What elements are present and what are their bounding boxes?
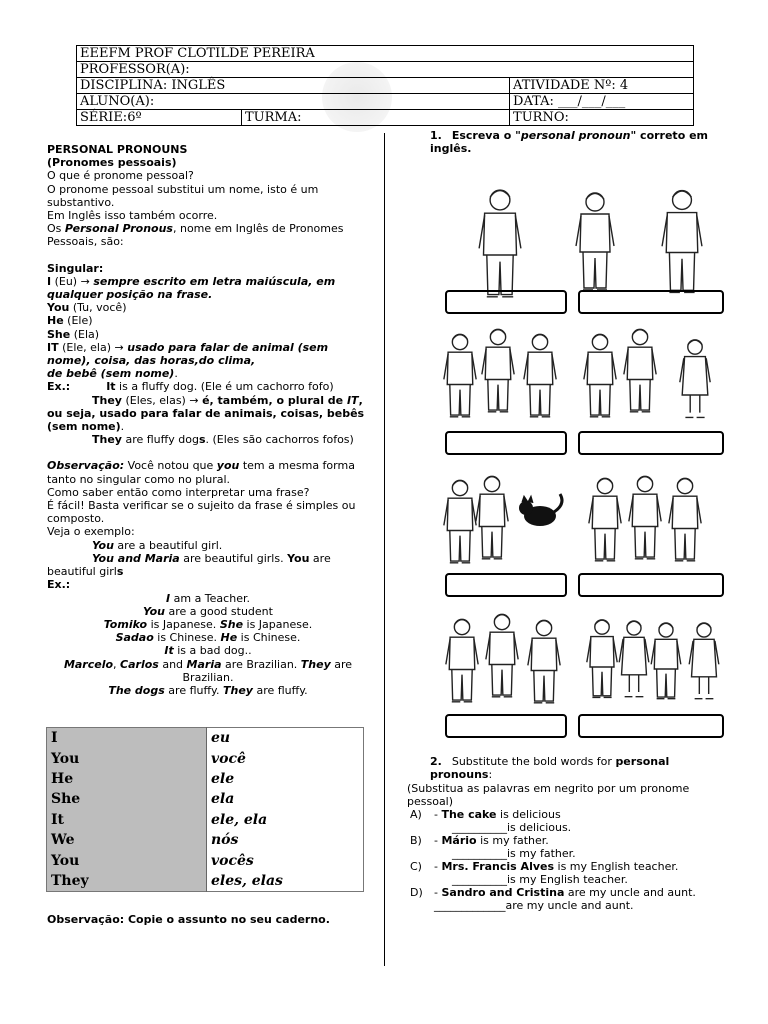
list-item: D) - Sandro and Cristina are my uncle and aunt. [410, 886, 696, 899]
person-icon [444, 334, 476, 416]
example-sentence-3: Tomiko is Japanese. She is Japanese. [103, 617, 313, 631]
observation-1: Observação: Você notou que you tem a mesma forma tanto no singular como no plural. [47, 459, 355, 486]
person-icon [587, 620, 617, 698]
exercise-2-items [410, 808, 730, 912]
table-row: We nós [47, 830, 364, 850]
person-icon [680, 340, 710, 418]
example-it: Ex.: It is a fluffy dog. (Ele é um cachorro fofo) [47, 380, 334, 394]
person-icon [669, 478, 701, 560]
copy-note: Observação: Copie o assunto no seu caderno. [47, 913, 330, 926]
pronoun-i-line: I (Eu) → sempre escrito em letra maiúscula, em qualquer posição na frase. [47, 274, 336, 302]
definition-1: O pronome pessoal substitui um nome, isto é um substantivo. [47, 182, 319, 209]
list-item: A) - The cake is delicious [410, 808, 561, 821]
pronoun-it-line: IT (Ele, ela) → usado para falar de animal (sem nome), coisa, das horas,do clima, de bebê (sem nome). [47, 340, 329, 381]
school-name: EEEFM PROF CLOTILDE PEREIRA [77, 46, 694, 62]
person-icon [589, 478, 621, 560]
definition-3: Os Personal Pronous, nome em Inglês de Pronomes Pessoais, são: [47, 222, 344, 249]
definition-2: Em Inglês isso também ocorre. [47, 209, 218, 223]
person-icon [651, 623, 681, 699]
lesson-title: PERSONAL PRONOUNS [47, 143, 188, 156]
example-sentence-4: Sadao is Chinese. He is Chinese. [115, 631, 301, 645]
exercise-illustrations [440, 172, 732, 742]
turma-field: TURMA: [242, 110, 510, 126]
table-row: It ele, ela [47, 810, 364, 830]
data-field: DATA: ___/___/___ [510, 94, 694, 110]
answer-box-7[interactable] [445, 714, 567, 738]
person-icon [476, 476, 508, 558]
answer-box-8[interactable] [578, 714, 724, 738]
example-plural-you: You and Maria are beautiful girls. You are beautiful girls [47, 551, 331, 579]
answer-box-3[interactable] [445, 431, 567, 455]
example-singular-you: You are a beautiful girl. [92, 538, 223, 552]
table-row: I eu [47, 728, 364, 749]
person-icon [576, 193, 614, 290]
observation-3: É fácil! Basta verificar se o sujeito da frase é simples ou composto. [47, 499, 356, 526]
example-sentence-5: It is a bad dog.. [164, 644, 252, 658]
list-item: B) - Mário is my father. [410, 834, 549, 847]
pronoun-table [46, 727, 364, 892]
lesson-subtitle: (Pronomes pessoais) [47, 156, 177, 170]
pronoun-they-line: They (Eles, elas) → é, também, o plural de IT, ou seja, usado para falar de animais, coisas, bebês (sem nome). [47, 393, 365, 434]
example-sentence-2: You are a good student [143, 604, 273, 618]
answer-line: __________is my English teacher. [452, 873, 628, 886]
exercise-1-instruction: 1. Escreva o "personal pronoun" correto em inglês. [430, 129, 708, 155]
pronoun-he-line: He (Ele) [47, 314, 93, 328]
observation-2: Como saber então como interpretar uma frase? [47, 485, 310, 499]
example-sentence-7: The dogs are fluffy. They are fluffy. [108, 683, 308, 697]
example-they: They are fluffy dogs. (Eles são cachorros fofos) [92, 433, 354, 447]
person-icon [619, 621, 649, 697]
table-row: You vocês [47, 850, 364, 870]
question-text: O que é pronome pessoal? [47, 169, 194, 183]
turno-field: TURNO: [510, 110, 694, 126]
person-icon [486, 614, 518, 696]
person-icon [482, 329, 514, 411]
person-icon [524, 334, 556, 416]
person-icon [584, 334, 616, 416]
person-icon [662, 191, 702, 293]
example-sentence-1: I am a Teacher. [166, 591, 250, 605]
person-icon [446, 619, 478, 701]
pronoun-you-line: You (Tu, você) [47, 301, 127, 315]
answer-box-4[interactable] [578, 431, 724, 455]
answer-line: __________is delicious. [452, 821, 572, 834]
observation-4: Veja o exemplo: [47, 525, 135, 539]
table-row: They eles, elas [47, 871, 364, 892]
pronoun-she-line: She (Ela) [47, 327, 100, 341]
table-row: You você [47, 748, 364, 768]
examples-label: Ex.: [47, 578, 71, 592]
exercise-2-translation: (Substitua as palavras em negrito por um pronome pessoal) [407, 782, 690, 808]
person-icon [624, 329, 656, 411]
disciplina-field: DISCIPLINA: INGLÊS [77, 78, 510, 94]
answer-box-5[interactable] [445, 573, 567, 597]
column-divider [384, 133, 385, 966]
singular-heading: Singular: [47, 261, 104, 275]
cat-icon [519, 494, 562, 526]
person-icon [528, 620, 560, 702]
answer-line: __________is my father. [452, 847, 576, 860]
header-table [76, 45, 694, 126]
example-sentence-6: Marcelo, Carlos and Maria are Brazilian. They are Brazilian. [63, 657, 353, 684]
person-icon [479, 190, 521, 297]
serie-field: SÉRIE:6º [77, 110, 242, 126]
table-row: She ela [47, 789, 364, 809]
atividade-field: ATIVIDADE Nº: 4 [510, 78, 694, 94]
aluno-field: ALUNO(A): [77, 94, 510, 110]
exercise-2-instruction: 2. Substitute the bold words for personal pronouns: [430, 755, 670, 781]
answer-box-2[interactable] [578, 290, 724, 314]
person-icon [444, 480, 476, 562]
table-row: He ele [47, 769, 364, 789]
answer-box-1[interactable] [445, 290, 567, 314]
professor-field: PROFESSOR(A): [77, 62, 694, 78]
person-icon [689, 623, 719, 699]
person-icon [629, 476, 661, 558]
answer-box-6[interactable] [578, 573, 724, 597]
list-item: C) - Mrs. Francis Alves is my English teacher. [410, 860, 679, 873]
answer-line: _____________are my uncle and aunt. [434, 899, 634, 912]
lesson-column [47, 143, 369, 697]
